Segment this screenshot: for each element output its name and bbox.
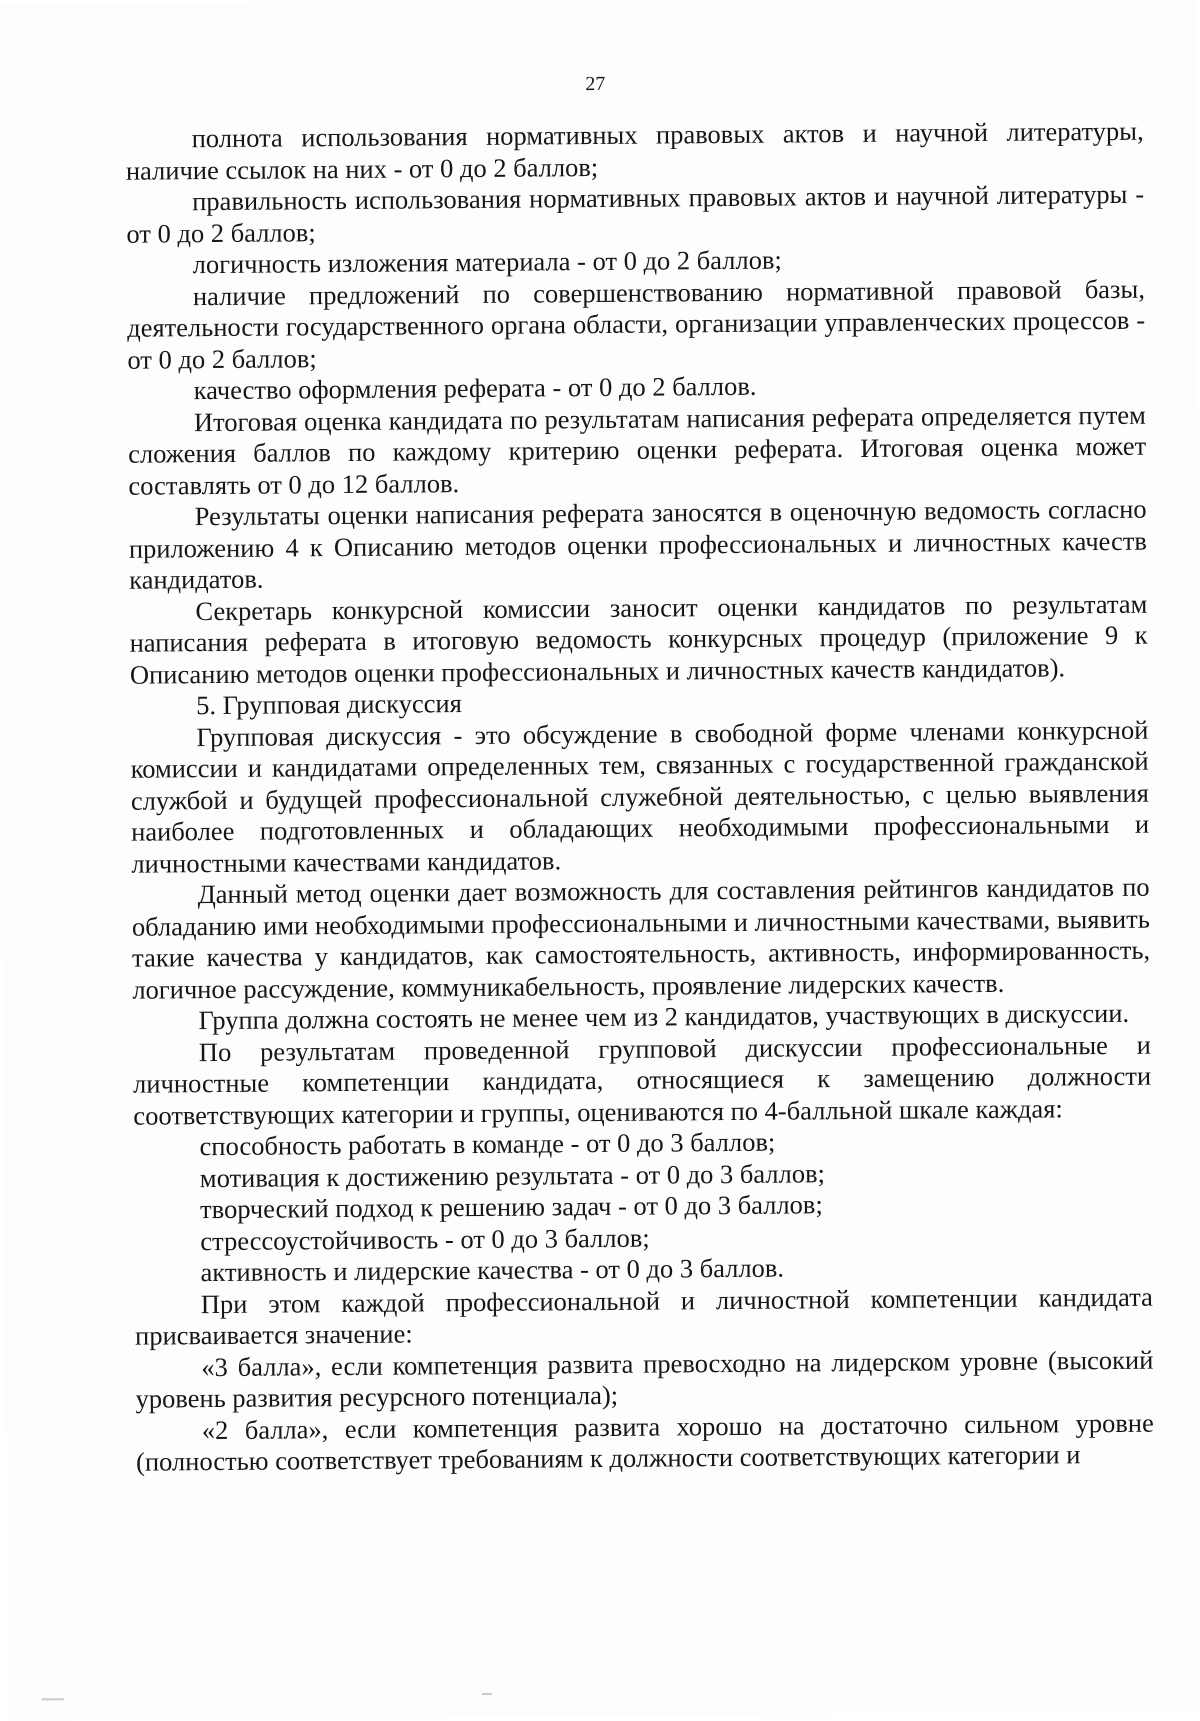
paragraph-group-size: Группа должна состоять не менее чем из 2 кандидатов, участвующих в дискуссии. <box>198 997 1130 1036</box>
criterion-completeness: полнота использования нормативных правовых актов и научной литературы, наличие ссылок на них - от 0 до 2 баллов; <box>125 115 1144 186</box>
paragraph-secretary: Секретарь конкурсной комиссии заносит оценки кандидатов по результатам написания реферата в итоговую ведомость конкурсных процедур (приложение 9 к Описанию методов оценки профессиональных и личностных качеств кандидатов). <box>129 588 1148 690</box>
paragraph-results-sheet: Результаты оценки написания реферата заносятся в оценочную ведомость согласно приложению 4 к Описанию методов оценки профессиональных и личностных качеств кандидатов. <box>128 493 1147 595</box>
section-heading-group-discussion: 5. Групповая дискуссия <box>196 688 462 721</box>
paragraph-final-score: Итоговая оценка кандидата по результатам написания реферата определяется путем сложения баллов по каждому критерию оценки реферата. Итоговая оценка может составлять от 0 до 12 баллов. <box>128 399 1147 501</box>
competency-creativity: творческий подход к решению задач - от 0 до 3 баллов; <box>199 1189 823 1225</box>
paragraph-competency-scale: По результатам проведенной групповой дискуссии профессиональные и личностные компетенции кандидата, относящиеся к замещению должности соответствующих категории и группы, оцениваются по 4-балльной шкале каждая: <box>132 1029 1152 1131</box>
scan-artifact-mark <box>482 1693 492 1695</box>
criterion-proposals: наличие предложений по совершенствованию нормативной правовой базы, деятельности государственного органа области, организации управленческих процессов - от 0 до 2 баллов; <box>127 273 1146 375</box>
document-body <box>126 116 1155 1478</box>
scan-artifact-mark <box>42 1698 64 1700</box>
competency-stress-resistance: стрессоустойчивость - от 0 до 3 баллов; <box>200 1222 650 1256</box>
page-number: 27 <box>585 72 606 96</box>
paragraph-discussion-definition: Групповая дискуссия - это обсуждение в свободной форме членами конкурсной комиссии и кандидатами определенных тем, связанных с государственной гражданской службой и будущей профессиональной служебной деятельностью, с целью выявления наиболее подготовленных и обладающих необходимыми профессиональными и личностными качествами кандидатов. <box>130 714 1150 879</box>
competency-motivation: мотивация к достижению результата - от 0 до 3 баллов; <box>199 1157 826 1193</box>
competency-teamwork: способность работать в команде - от 0 до 3 баллов; <box>199 1126 776 1162</box>
paragraph-score-2: «2 балла», если компетенция развита хорошо на достаточно сильном уровне (полностью соответствует требованиям к должности соответствующих категории и <box>135 1407 1154 1477</box>
criterion-formatting: качество оформления реферата - от 0 до 2 баллов. <box>193 370 757 406</box>
paragraph-value-assignment: При этом каждой профессиональной и личностной компетенции кандидата присваивается значение: <box>134 1281 1153 1351</box>
criterion-logic: логичность изложения материала - от 0 до 2 баллов; <box>192 244 782 280</box>
criterion-correctness: правильность использования нормативных правовых актов и научной литературы - от 0 до 2 баллов; <box>126 178 1145 249</box>
paragraph-score-3: «3 балла», если компетенция развита превосходно на лидерском уровне (высокий уровень развития ресурсного потенциала); <box>135 1344 1154 1414</box>
competency-leadership: активность и лидерские качества - от 0 до 3 баллов. <box>200 1252 785 1288</box>
paragraph-method-description: Данный метод оценки дает возможность для составления рейтингов кандидатов по обладанию ими необходимыми профессиональными и личностными качествами, выявить такие качества у кандидатов, как самостоятельность, активность, информированность, логичное рассуждение, коммуникабельность, проявление лидерских качеств. <box>131 871 1151 1005</box>
